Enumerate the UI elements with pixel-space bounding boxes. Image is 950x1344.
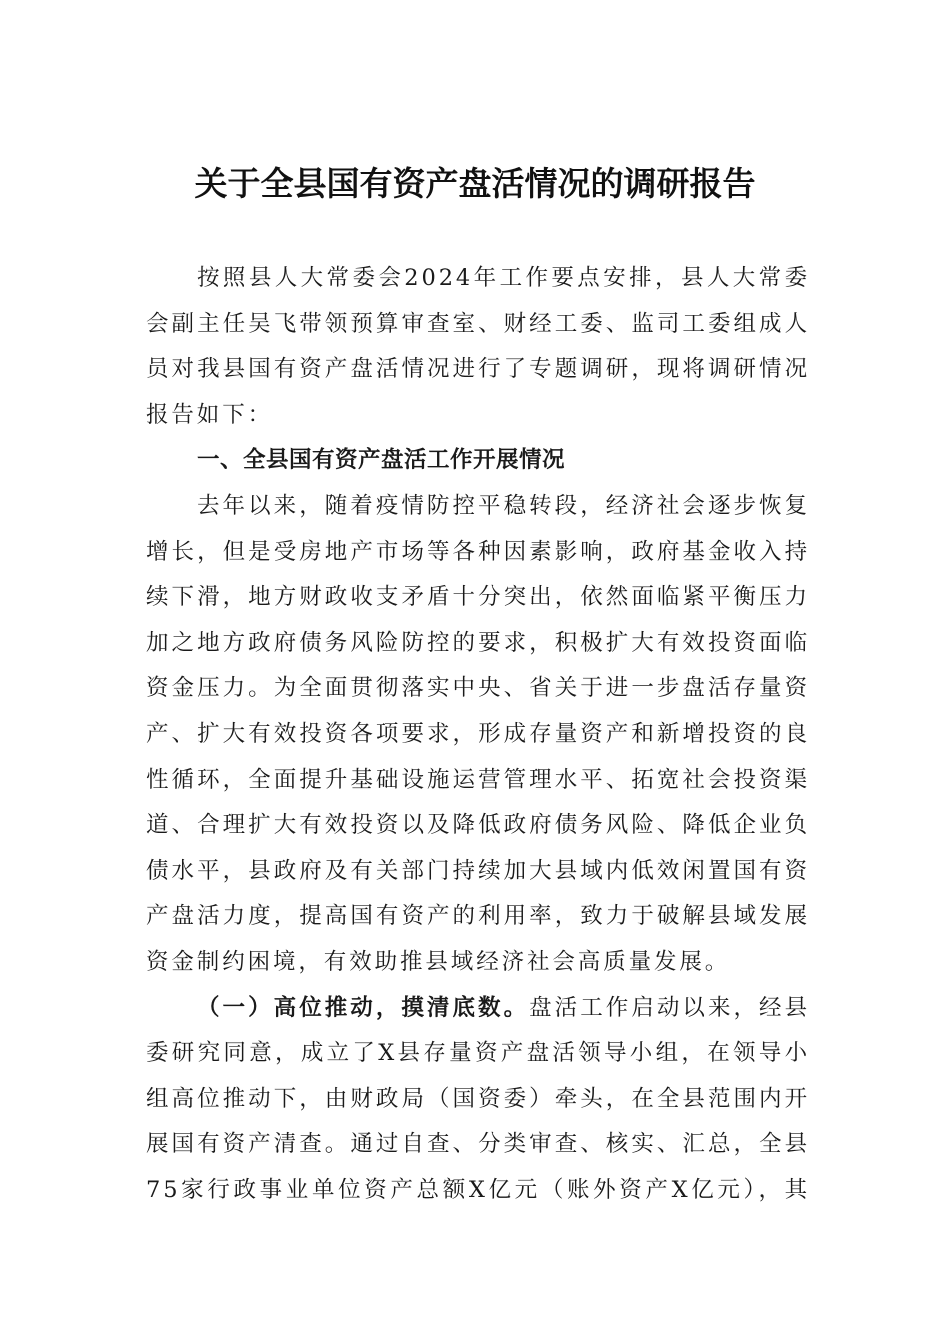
document-title: 关于全县国有资产盘活情况的调研报告: [194, 164, 756, 203]
text-line: 员对我县国有资产盘活情况进行了专题调研，现将调研情况: [146, 356, 810, 383]
section-paragraph: [146, 484, 810, 986]
text-line: 会副主任吴飞带领预算审查室、财经工委、监司工委组成人: [146, 310, 810, 337]
text-line: 委研究同意，成立了X县存量资产盘活领导小组，在领导小: [146, 1040, 810, 1067]
text-line: 资金制约困境，有效助推县域经济社会高质量发展。: [146, 948, 731, 975]
text-line: 资金压力。为全面贯彻落实中央、省关于进一步盘活存量资: [146, 675, 810, 702]
section-heading: 一、全县国有资产盘活工作开展情况: [197, 447, 566, 474]
text-line: 报告如下：: [146, 401, 274, 428]
text-line: 组高位推动下，由财政局（国资委）牵头，在全县范围内开: [146, 1085, 810, 1112]
intro-paragraph: [146, 256, 810, 438]
text-line: 性循环，全面提升基础设施运营管理水平、拓宽社会投资渠: [146, 766, 810, 793]
text-line: 续下滑，地方财政收支矛盾十分突出，依然面临紧平衡压力: [146, 584, 810, 611]
text-line: 75家行政事业单位资产总额X亿元（账外资产X亿元），其: [146, 1176, 810, 1203]
text-line: 产盘活力度，提高国有资产的利用率，致力于破解县域发展: [146, 903, 810, 930]
text-line: 按照县人大常委会2024年工作要点安排，县人大常委: [197, 265, 810, 291]
subsection-paragraph: [146, 986, 810, 1214]
text-line: 去年以来，随着疫情防控平稳转段，经济社会逐步恢复: [197, 492, 810, 519]
text-line: 道、合理扩大有效投资以及降低政府债务风险、降低企业负: [146, 812, 810, 839]
text-line: [146, 986, 810, 1032]
text-line: 增长，但是受房地产市场等各种因素影响，政府基金收入持: [146, 538, 810, 565]
text-line: 展国有资产清查。通过自查、分类审查、核实、汇总，全县: [146, 1131, 810, 1158]
text-line: 产、扩大有效投资各项要求，形成存量资产和新增投资的良: [146, 720, 810, 747]
subsection-text: 盘活工作启动以来，经县: [529, 994, 810, 1021]
text-line: 加之地方政府债务风险防控的要求，积极扩大有效投资面临: [146, 629, 810, 656]
text-line: 债水平，县政府及有关部门持续加大县域内低效闲置国有资: [146, 857, 810, 884]
document-body: [146, 256, 810, 1213]
subsection-lead: （一）高位推动，摸清底数。: [197, 994, 530, 1021]
